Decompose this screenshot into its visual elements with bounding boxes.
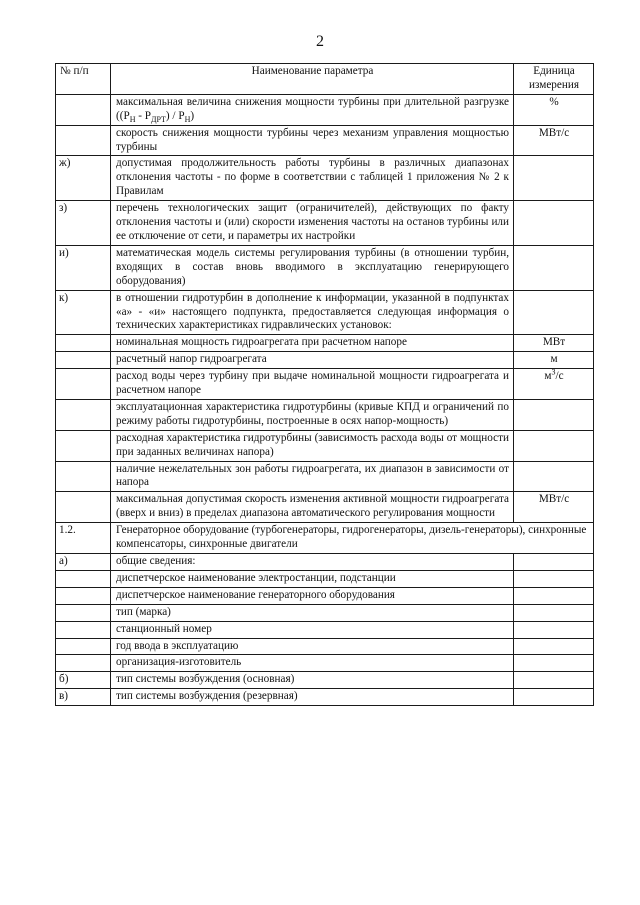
table-row — [56, 672, 594, 689]
parameter-name: диспетчерское наименование электростанции, подстанции — [111, 570, 514, 587]
unit-of-measure — [514, 201, 594, 246]
row-number — [56, 587, 111, 604]
row-number: б) — [56, 672, 111, 689]
unit-of-measure — [514, 638, 594, 655]
row-number — [56, 430, 111, 461]
parameter-name: допустимая продолжительность работы турбины в различных диапазонах отклонения частоты - по форме в соответствии с таблицей 1 приложения № 2 к Правилам — [111, 156, 514, 201]
unit-of-measure: м — [514, 352, 594, 369]
parameters-table — [55, 63, 594, 706]
parameter-name: номинальная мощность гидроагрегата при расчетном напоре — [111, 335, 514, 352]
table-row — [56, 156, 594, 201]
parameter-name: общие сведения: — [111, 554, 514, 571]
unit-of-measure — [514, 461, 594, 492]
unit-of-measure: % — [514, 94, 594, 125]
row-number — [56, 461, 111, 492]
row-number: и) — [56, 245, 111, 290]
header-unit: Единица измерения — [514, 64, 594, 95]
row-number — [56, 492, 111, 523]
table-row — [56, 604, 594, 621]
row-number — [56, 638, 111, 655]
row-number — [56, 369, 111, 400]
row-number: а) — [56, 554, 111, 571]
unit-of-measure — [514, 689, 594, 706]
unit-of-measure — [514, 655, 594, 672]
header-parameter-name: Наименование параметра — [111, 64, 514, 95]
row-number: к) — [56, 290, 111, 335]
unit-of-measure — [514, 570, 594, 587]
table-row — [56, 399, 594, 430]
parameter-name: год ввода в эксплуатацию — [111, 638, 514, 655]
parameter-name: Генераторное оборудование (турбогенераторы, гидрогенераторы, дизель-генераторы), синхронные компенсаторы, синхронные двигатели — [111, 523, 594, 554]
table-row — [56, 201, 594, 246]
table-header — [56, 64, 594, 95]
parameter-name: станционный номер — [111, 621, 514, 638]
row-number — [56, 621, 111, 638]
unit-of-measure — [514, 621, 594, 638]
table-row — [56, 461, 594, 492]
unit-of-measure — [514, 290, 594, 335]
table-row — [56, 587, 594, 604]
table-row — [56, 570, 594, 587]
parameter-name: диспетчерское наименование генераторного оборудования — [111, 587, 514, 604]
unit-of-measure: МВт/с — [514, 125, 594, 156]
parameter-name: скорость снижения мощности турбины через механизм управления мощностью турбины — [111, 125, 514, 156]
table-row — [56, 689, 594, 706]
table-row — [56, 335, 594, 352]
row-number: 1.2. — [56, 523, 111, 554]
parameter-name: эксплуатационная характеристика гидротурбины (кривые КПД и ограничений по режиму работы гидротурбины, построенные в осях напор-мощность) — [111, 399, 514, 430]
row-number — [56, 94, 111, 125]
table-row — [56, 369, 594, 400]
table-row — [56, 352, 594, 369]
row-number — [56, 655, 111, 672]
table-row — [56, 492, 594, 523]
parameter-name: математическая модель системы регулирования турбины (в отношении турбин, входящих в состав вновь вводимого в эксплуатацию генерирующего оборудования) — [111, 245, 514, 290]
parameter-name: расходная характеристика гидротурбины (зависимость расхода воды от мощности при заданных величинах напора) — [111, 430, 514, 461]
table-body — [56, 94, 594, 705]
table-row — [56, 290, 594, 335]
parameter-name: организация-изготовитель — [111, 655, 514, 672]
unit-of-measure: $м^3/с$ — [514, 369, 594, 400]
page-number: 2 — [316, 33, 324, 50]
table-row — [56, 554, 594, 571]
parameter-name: расход воды через турбину при выдаче номинальной мощности гидроагрегата и расчетном напоре — [111, 369, 514, 400]
unit-of-measure — [514, 245, 594, 290]
unit-of-measure — [514, 399, 594, 430]
parameter-name: расчетный напор гидроагрегата — [111, 352, 514, 369]
unit-of-measure — [514, 672, 594, 689]
table-row — [56, 638, 594, 655]
unit-of-measure — [514, 156, 594, 201]
header-num: № п/п — [56, 64, 111, 95]
row-number — [56, 604, 111, 621]
row-number: з) — [56, 201, 111, 246]
row-number — [56, 335, 111, 352]
table-row — [56, 94, 594, 125]
unit-of-measure: МВт — [514, 335, 594, 352]
row-number: в) — [56, 689, 111, 706]
table-row — [56, 655, 594, 672]
row-number: ж) — [56, 156, 111, 201]
table-row — [56, 245, 594, 290]
row-number — [56, 352, 111, 369]
parameter-name: тип системы возбуждения (резервная) — [111, 689, 514, 706]
parameter-name: тип (марка) — [111, 604, 514, 621]
row-number — [56, 125, 111, 156]
table-row — [56, 125, 594, 156]
parameter-name: максимальная величина снижения мощности турбины при длительной разгрузке $((P_Н - P_{ДРТ}) / P_Н)$ — [111, 94, 514, 125]
unit-of-measure — [514, 430, 594, 461]
parameter-name: в отношении гидротурбин в дополнение к информации, указанной в подпунктах «а» - «и» настоящего подпункта, предоставляется следующая информация о технических характеристиках гидравлических установок: — [111, 290, 514, 335]
parameter-name: тип системы возбуждения (основная) — [111, 672, 514, 689]
table-row — [56, 430, 594, 461]
unit-of-measure — [514, 604, 594, 621]
parameter-name: перечень технологических защит (ограничителей), действующих по факту отклонения частоты и (или) скорости изменения частоты на останов турбины или ее отключение от сети, и параметры их настройки — [111, 201, 514, 246]
parameter-name: максимальная допустимая скорость изменения активной мощности гидроагрегата (вверх и вниз) в пределах диапазона автоматического регулирования мощности — [111, 492, 514, 523]
unit-of-measure — [514, 554, 594, 571]
table-row — [56, 621, 594, 638]
unit-of-measure — [514, 587, 594, 604]
unit-of-measure: МВт/с — [514, 492, 594, 523]
header-row — [56, 64, 594, 95]
table-row — [56, 523, 594, 554]
parameter-name: наличие нежелательных зон работы гидроагрегата, их диапазон в зависимости от напора — [111, 461, 514, 492]
row-number — [56, 399, 111, 430]
row-number — [56, 570, 111, 587]
